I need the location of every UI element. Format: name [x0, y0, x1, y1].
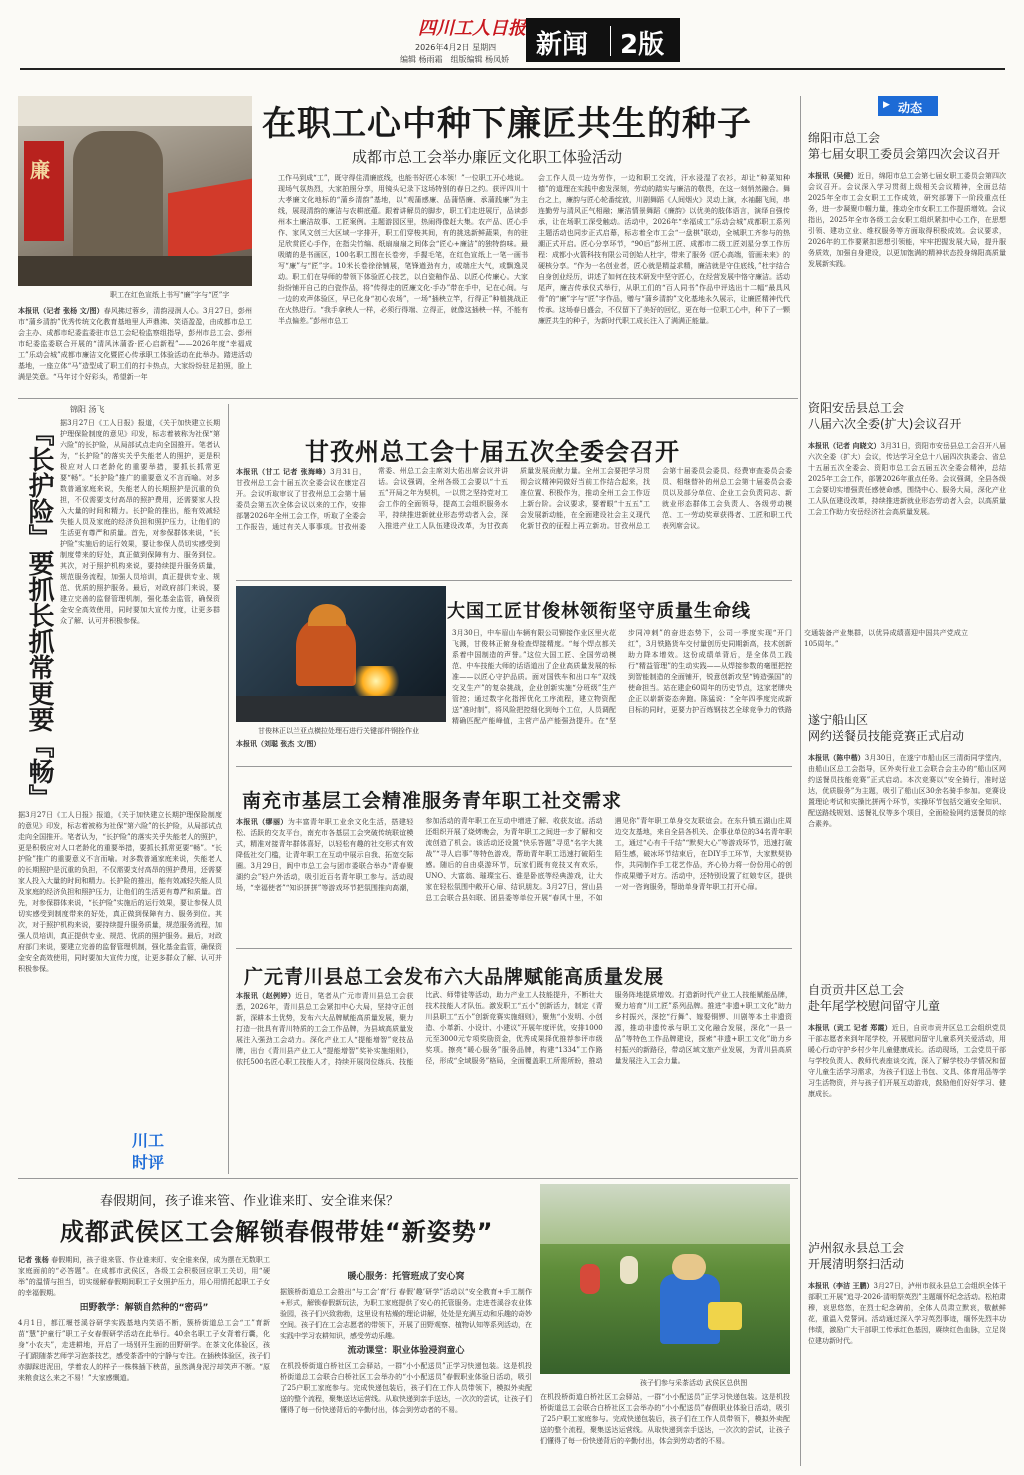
- nanchong-headline: 南充市基层工会精准服务青年职工社交需求: [242, 790, 623, 812]
- gan-byline-line: 本报讯（刘聪 张杰 文/图）: [236, 739, 321, 748]
- nanchong-body: 本报讯（缪丽）为丰富青年职工业余文化生活，搭建轻松、活跃的交友平台，南充市各基层工会突破传统联谊模式，精准对接青年群体喜好，以轻松有趣的社交形式有效降低社交门槛，让青年职工在互动中展示自我、拓宽交际圈。3月29日，阆中市总工会与团市委联合举办“青春聚湖约会”轻户外活动，吸引近百名青年职工参与。活动现场，“幸福使者”“知识拼拼”等游戏环节把氛围推向高潮，参加活动的青年职工在互动中增进了解、收获友谊。活动还组织开展了烧烤晚会，为青年职工之间进一步了解和交流创造了机会。该活动还设置“快乐答题”寻觅“名字大挑战”“寻人启事”等特色游戏，帮助青年职工迅速打破陌生感。随后的自由桌游环节，玩家们既有竞技又有欢乐，UNO、大富翁、璀璨宝石、谁是卧底等经典游戏，让大家在轻松氛围中敞开心扉、结识朋友。3月27日，营山县总工会联合县妇联、团县委等单位开展“春风十里，不如遇见你”青年职工单身交友联谊会。在东升镇五湖山庄周边交友基地，来自全县各机关、企事业单位的34名青年职工，通过“心有千千结”“默契大心”等游戏环节，迅速打破陌生感，破冰环节结束后，在DIY手工环节，大家默契协作，共同制作手工花艺作品，齐心协力将一份份用心的创作成果赠予对方。活动中，还特别设置了红娘专区，提供一对一咨询服务，帮助单身青年职工打开心扉。: [236, 817, 792, 902]
- newspaper-logo: 四川工人日报: [418, 18, 526, 39]
- guangyuan-headline: 广元青川县总工会发布六大品牌赋能高质量发展: [244, 966, 665, 988]
- ganzi-body: 本报讯（甘工 记者 张海峰）3月31日，甘孜州总工会十届五次全委会议在康定召开。会议听取审议了甘孜州总工会第十届委员会第五次全体会议以来的工作，安排部署2026年全州工会工作，听取了全委会工作报告，通过有关人事事项。甘孜州委常委、州总工会主席刘大佑出席会议并讲话。会议强调，全州各级工会要以“十五五”开局之年为契机，一以贯之坚持党对工会工作的全面领导，提高工会组织服务水平，持续推进新就业形态劳动者入会，深入推进产业工人队伍建设改革，为甘孜高质量发展贡献力量。全州工会要把学习贯彻会议精神同做好当前工作结合起来，找准位置、积极作为，推动全州工会工作迈上新台阶。会议要求，要着眼“十五五”工会发展新动能，在全面建设社会主义现代化新甘孜的征程上再立新功。甘孜州总工会第十届委员会委员、经费审查委员会委员、相继替补的州总工会第十届委员会委员以及部分单位、企业工会负责同志、新就业形态群体工会负责人、各级劳动模范、工一劳动奖章获得者、工匠和职工代表列席会议。: [236, 467, 792, 531]
- section-name: 新闻: [536, 30, 589, 60]
- lead-photo-caption: 职工在红色宣纸上书写“廉”字与“匠”字: [110, 291, 230, 299]
- wuhou-kicker: 春假期间，孩子谁来管、作业谁来盯、安全谁来保？: [100, 1194, 400, 1209]
- editors-line: 编辑 杨雨霜 组版编辑 杨凤娇: [400, 55, 510, 64]
- wuhou-headline: 成都武侯区工会解锁春假带娃“新姿势”: [60, 1218, 494, 1246]
- sidebar-item-mianyang: 绵阳市总工会 第七届女职工委员会第四次会议召开 本报讯（吴健）近日，绵阳市总工会第七届女职工委员会第四次会议召开。会议深入学习贯彻上级相关会议精神，全面总结2025年全市工会女职工工作成效，研究部署下一阶段重点任务，进一步凝聚巾帼力量，推动全市女职工工作提质增效。会议指出，2025年全市各级工会女职工组织紧扣中心工作，在思想引领、建功立业、维权服务等方面取得积极成效。会议要求，2026年的工作要紧扣思想引领能，牢牢把握发展大局，提升服务质效，加强自身建设，以更加饱满的精神状态投身绵阳高质量发展新实践。: [808, 131, 1007, 268]
- gan-photo: [236, 586, 446, 722]
- date-line: 2026年4月2日 星期四: [415, 43, 497, 52]
- commentary-title: 『长护险』要抓长抓常更要『畅』: [24, 420, 54, 810]
- commentary-tag-1: 川工: [132, 1131, 165, 1150]
- wuhou-sub3: 流动课堂：职业体验浸润童心: [347, 1346, 465, 1356]
- lead-byline: 本报讯（记者 张杨 文/图）: [18, 306, 104, 315]
- gan-body: 3月30日，中车眉山车辆有限公司铆接作业区里火花飞溅，甘俊林正俯身检查焊接精度。“每个焊点都关系着中国制造的声誉。”这位大国工匠、全国劳动模范、中车技能大师的话语道出了企业高质量发展的标准——以匠心守护品质。面对国铁车和出口车“双线交叉生产”的复杂挑战，企业创新实施“分班级”生产管控；通过数字化指挥优化工序流程，建立物资配送“准时制”，将风险把控细化到每个工位，人员调配精确匹配产能峰值，主营产品产能强劲提升。在“坚步同冲刺”的奋进态势下，公司一季度实现“开门红”，3月铁路货车交付量创历史同期新高，技术创新助力降本增效。这份成绩单背后，是全体员工践行“精益管理”的生动实践——从焊接参数的毫厘把控到智能制造的全面铺开，锐意创新攻坚“铸造强国”的使命担当。站在建企60周年的历史节点，这家老牌央企正以崭新姿态奔跑。陈猛说：“全年四季度完成新目标的同时，更要力护百炼钢技艺全球竞争力的铁路交通装备产业集群，以优异成绩喜迎中国共产党成立105周年。”: [452, 629, 968, 725]
- ganzi-headline: 甘孜州总工会十届五次全委会召开: [305, 438, 680, 466]
- wuhou-photo-caption: 孩子们参与采茶活动 武侯区总供图: [640, 1379, 748, 1387]
- wuhou-sub1: 田野教学：解锁自然种的“密码”: [79, 1303, 209, 1313]
- lead-subheadline: 成都市总工会举办廉匠文化职工体验活动: [352, 148, 623, 166]
- lead-body-col1: 本报讯（记者 张杨 文/图）春风拂过蓉乡，清韵浸润人心。3月27日，彭州市“蒲乡清韵”优秀传统文化教育基地里人声鼎沸、笑语盈盈，由成都市总工会主办、成都市纪委监委驻市总工会纪检监察组指导，彭州市总工会、彭州市纪委监委联合开展的“清风沐蒲香·匠心启新程”——2026年度“幸福成工”乐动会城”成都市廉洁文化暨匠心传承职工体验活动在此举办。踏进活动基地，一座立体“马”造型成了职工们的打卡热点，大家纷纷驻足拍照，脸上满是笑意。“马年讨个好彩头，希望新一年: [18, 306, 252, 381]
- wuhou-col3: 在机投桥街道白桥社区工会驿站，一群“小小配送员”正学习快递包装。这是机投桥街道总工会联合白桥社区工会举办的“小小配送员”春假职业体验日活动，吸引了25户职工家庭参与。完成快递包装后，孩子们在工作人员带领下，模拟外卖配送的整个流程，聚集送达运营线。从取快递到亲手送达，一次次的尝试，让孩子们懂得了每一份快递背后的辛勤付出，体会到劳动者的不易。: [540, 1393, 790, 1445]
- section-box: [526, 18, 680, 62]
- lead-body-col3: 会工作人员一边为劳作，一边和职工交流，汗水浸湿了衣衫，却让“种菜知种德”的道理在实践中愈发深刻，劳动的踏实与廉洁的敬畏，在这一刻悄然融合。舞台之上，廉韵与匠心轮番绽放，川剧舞蹈《人间烟火》灵动上演，水袖翻飞间，串连勤劳与清风正气相融；廉洁情景舞蹈《廉韵》以优美的肢体语言，演绎自强传承，让在场职工深受触动。活动中，2026年“幸福成工”乐动会城”成都职工系列主题活动也同步正式启幕，标志着全市工会“一盘棋”联动，全城职工齐参与的热潮正式开启。匠心分享环节，“90后”彭州工匠、成都市二级工匠刘星分享工作历程：成都小火箭科技有限公司创始人杜宇，带来了服务《匠心高端，管画未来》的硬核分享。“作为一名创业者，匠心就是精益求精，廉洁就是守住底线，”杜宇结合自身创业经历，讲述了如何在技术研发中坚守匠心，在经营发展中恪守廉洁。活动尾声，廉吉传承仪式举行，从职工们的“百人同书”作品中评选出十二幅“最具风骨”的“廉”字与“匠”字作品，赠与“蒲乡清韵”文化基地永久展示，让廉匠精神代代传承。这场春日盛会，不仅留下了美好的回忆，更在每一位职工心中，种下了一颗廉匠共生的种子，为新时代职工成长注入了满满正能量。: [538, 174, 790, 325]
- sidebar-item-gongjing: 自贡贡井区总工会 赴年尾学校慰问留守儿童 本报讯（贡工 记者 郑霞）近日，自贡市贡井区总工会组织党员干部志愿者来到年尾学校，开展慰问留守儿童系列关爱活动，用暖心行动守护乡村少年儿童健康成长。活动现场，工会党员干部与学校负责人、教师代表座谈交流，深入了解学校办学情况和留守儿童生活学习需求，为孩子们送上书包、文具、体育用品等学习生活物资，并与孩子们开展互动游戏，鼓励他们好好学习、健康成长。: [808, 983, 1007, 1098]
- sidebar-tag-label: 动态: [898, 101, 923, 115]
- commentary-tag: [132, 1128, 188, 1172]
- lead-photo: 廉: [18, 96, 252, 286]
- commentary-tag-2: 时评: [132, 1153, 165, 1172]
- wuhou-byline: 记者 张杨: [18, 1255, 49, 1264]
- lead-headline: 在职工心中种下廉匠共生的种子: [262, 104, 752, 144]
- wuhou-col1: 记者 张杨 春假期间，孩子谁来管、作业谁来盯、安全谁来保，成为摆在无数职工家庭面前的“必答题”。在成都市武侯区，各级工会积极回应职工关切，用“硬举”的温情与担当，切实缓解春假期间职工子女照护压力，用心用情托起职工子女的幸福假期。 田野教学：解锁自然种的“密码” 4月1日，都江堰苍溪谷研学实践基地内笑语不断，簇桥街道总工会“工”育新苗“慧”护童行”职工子女春假研学活动在此举行。40余名职工子女背着行囊，化身“小农夫”，走进耕地，开启了一场别开生面的田野研学。在茶文化体验区，孩子们跟随茶艺师学习泡茶技艺，感受茶香中的宁静与专注。在插秧体验区，孩子们赤脚踩进泥田，学着农人的样子一株株插下秧苗，虽然满身泥泞却笑声不断。“原来粮食这么来之不易！”大家感慨道。: [18, 1255, 271, 1382]
- sidebar-item-anyue: 资阳安岳县总工会 八届六次全委(扩大)会议召开 本报讯（记者 向晓文）3月31日，资阳市安岳县总工会召开八届六次全委（扩大）会议，传达学习全总十八届四次执委会、省总十五届五次全委会、资阳市总工会五届五次全委会精神，总结2025年工会工作，部署2026年重点任务。会议强调，全县各级工会要切实增强责任感使命感，围绕中心、服务大局，深化产业工人队伍建设改革，持续推进新就业形态劳动者入会，以高质量工会工作助力安岳经济社会高质量发展。: [808, 401, 1006, 516]
- guangyuan-body: 本报讯（赵例婷）近日，笔者从广元市青川县总工会获悉，2026年，青川县总工会紧扣中心大局，坚持守正创新，深耕本土优势，发布六大品牌赋能高质量发展，聚力打造一批具有青川特质的工会工作品牌，为县域高质量发展注入强劲工会动力。深化产业工人“提能增智”竞技品牌，出台《青川县产业工人“提能增智”奖补实施细则》，依托500名匠心职工技能人才，持续开展岗位练兵、技能比武、师带徒等活动，助力产业工人技能提升，不断壮大技术技能人才队伍。激发职工“五小”创新活力，制定《青川县职工“五小”创新竞赛实施细则》，聚焦“小发明、小创造、小革新、小设计、小建议”开展年度评优，安排1000元至3000元专项奖励资金，优秀成果择优推荐参评市级奖项。擦亮“暖心服务”服务品牌，构建“1334”工作路径，形成“全域服务”格局，全面覆盖职工所需所盼，推动服务阵地提质增效。打造新时代产业工人技能赋能品牌，聚力培育“川工匠”系列品牌。推进“非遗+职工文化”助力乡村振兴，深挖“行舞”、嫁娶铜锣、川剧等本土非遗资源，推动非遗传承与职工文化融合发展，深化“一县一品”等特色工作品牌建设，探索“非遗+职工文化”助力乡村振兴的新路径，带动区域文旅产业发展，为青川县高质量发展注入工会力量。: [236, 991, 792, 1066]
- lead-body-col2: 工作马到成“工”，既守得住清廉底线，也能书好匠心本领！”一位职工开心地说。现场气氛热烈，大家拍照分享，用镜头记录下这场特别的春日之约。获评四川十大孝廉文化地标的“蒲乡清韵”基地，以“观蒲感廉、品蒲悟廉、承蒲践廉”为主线，展现清韵的廉洁与农耕底蕴。跟着讲解员的脚步，职工们走进展厅，品读彭州本土廉洁故事、工匠案例。主题游园区里，热闹得像赶大集。农产品、匠心手作、家风文创三大区域一字排开，职工们穿梭其间，有的挑选新鲜蔬果，有的驻足欣赏匠心手作，在指尖竹编、纸扇扇扇之间体会“匠心+廉洁”的独特韵味。最吸睛的是书画区，100名职工围在长卷旁，手握毛笔，在红色宣纸上一笔一画书写“廉”与“匠”字。10米长卷徐徐铺展，笔锋遒劲有力，或端庄大气，或飘逸灵动。职工们在导师的带领下体验匠心技艺，以白瓷釉作品、以匠心传廉心。大家纷纷铺开自己的白瓷作品，将“传得走的匠廉文化·手办”带在手中，记在心间。与一边的欢声体验区，早已化身“初心农场”，一场“插秧立竿，行得正”种植挑战正在火热进行。“我手拿秧人一样，必须行得端、立得正，就像这插秧一样，不能有半点偏差。”彭州市总工: [278, 174, 528, 325]
- wuhou-col2: 暖心服务：托管班成了安心窝 据簇桥街道总工会推出“与工会’育’行 春假’趣’研学”活动以“安全教育+手工制作+形式，解锁春假新玩法，为职工家庭提供了安心的托管服务。走进苍溪谷农业体验园，孩子们兴致勃勃，这里设有枯燥的理论讲解，处处是充满互动和乐趣的奇妙空间。孩子们在工会志愿者的带领下，开展了田野观察、植物认知等系列活动，在实践中学习农耕知识，感受劳动乐趣。 流动课堂：职业体验浸润童心 在机投桥街道白桥社区工会驿站，一群“小小配送员”正学习快递包装。这是机投桥街道总工会联合白桥社区工会举办的“小小配送员”春假职业体验日活动，吸引了25户职工家庭参与。完成快递包装后，孩子们在工作人员带领下，模拟外卖配送的整个流程，聚集送达运营线。从取快递到亲手送达，一次次的尝试，让孩子们懂得了每一份快递背后的辛勤付出，体会到劳动者的不易。: [280, 1272, 532, 1414]
- gan-headline: 大国工匠甘俊林领衔坚守质量生命线: [447, 601, 751, 622]
- nanchong-byline: 本报讯（缪丽）: [236, 817, 288, 826]
- page-number: 2版: [620, 30, 665, 60]
- guangyuan-byline: 本报讯（赵例婷）: [236, 991, 296, 1000]
- gan-photo-caption: 甘俊林正以兰亚点横拉处理石进行关键部件钢拴作业: [258, 727, 419, 735]
- sidebar-item-chuanshan: 遂宁船山区 网约送餐员技能竞赛正式启动 本报讯（陈中楷）3月30日，在遂宁市船山区三清街同学堂内，由船山区总工会指导，区外卖行业工会联合会主办的“船山区网约送餐员技能竞赛”正式启动。本次竞赛以“安全骑行，准时送达，优质服务”为主题，吸引了船山区30余名骑手参加。竞赛设置理论考试和实操比拼两个环节，实操环节包括交通安全知识、配送路线规划、送餐礼仪等多个项目，全面检验网约送餐员的综合素养。: [808, 713, 1006, 828]
- sidebar-tag: [878, 96, 938, 116]
- masthead: [20, 14, 1005, 66]
- sidebar-tag-icon: ▶: [883, 100, 890, 110]
- sidebar-item-xuyong: 泸州叙永县总工会 开展清明祭扫活动 本报讯（李洁 王鹏）3月27日，泸州市叙永县总工会组织全体干部职工开展“追寻·2026·清明祭英烈”主题缅怀纪念活动。松柏肃穆，哀思悠悠，在烈士纪念碑前，全体人员肃立默哀，敬献鲜花，重温入党誓词。活动通过深入学习英烈事迹，缅怀先烈丰功伟绩，激励广大干部职工传承红色基因，赓续红色血脉，立足岗位建功新时代。: [808, 1241, 1006, 1345]
- commentary-author: 锦阳 汤飞: [70, 405, 105, 414]
- wuhou-photo: [540, 1184, 790, 1374]
- commentary-body-top: 据3月27日《工人日报》报道，《关于加快建立长期护理保险制度的意见》印发，标志着被称为社保“第六险”的长护险，从局部试点走向全国推开。笔者认为，“长护险”的落实关乎失能老人的照护，更是积极应对人口老龄化的重要举措，要抓长抓常更要“畅”。“长护险”推广的重要意义不言而喻。对多数普通家庭来说，失能老人的长期照护是沉重的负担，不仅需要支付高昂的照护费用，还需要家人投入大量的时间和精力。长护险的推出，能有效减轻失能人员及家庭的经济负担和照护压力，让他们的生活更有尊严和质量。首先，对参保群体来说，“长护险”实施后的运行效果，要让参保人员切实感受到制度带来的好处，真正做到保障有力、服务到位。其次，对于照护机构来说，要持续提升服务质量，规范服务流程，加强人员培训，真正提供专业、规范、优质的照护服务。最后，对政府部门来说，要建立完善的监督管理机制，强化基金监管，确保资金安全高效使用，同时要加大宣传力度，让更多群众了解、认可并积极参保。: [60, 419, 220, 625]
- commentary-body-bottom: 据3月27日《工人日报》报道，《关于加快建立长期护理保险制度的意见》印发，标志着被称为社保“第六险”的长护险，从局部试点走向全国推开。笔者认为，“长护险”的落实关乎失能老人的照护，更是积极应对人口老龄化的重要举措，要抓长抓常更要“畅”。“长护险”推广的重要意义不言而喻。对多数普通家庭来说，失能老人的长期照护是沉重的负担，不仅需要支付高昂的照护费用，还需要家人投入大量的时间和精力。长护险的推出，能有效减轻失能人员及家庭的经济负担和照护压力，让他们的生活更有尊严和质量。首先，对参保群体来说，“长护险”实施后的运行效果，要让参保人员切实感受到制度带来的好处，真正做到保障有力、服务到位。其次，对于照护机构来说，要持续提升服务质量，规范服务流程，加强人员培训，真正提供专业、规范、优质的照护服务。最后，对政府部门来说，要建立完善的监督管理机制，强化基金监管，确保资金安全高效使用，同时要加大宣传力度，让更多群众了解、认可并积极参保。: [18, 811, 222, 973]
- wuhou-sub2: 暖心服务：托管班成了安心窝: [347, 1272, 465, 1282]
- ganzi-byline: 本报讯（甘工 记者 张海峰）: [236, 467, 331, 476]
